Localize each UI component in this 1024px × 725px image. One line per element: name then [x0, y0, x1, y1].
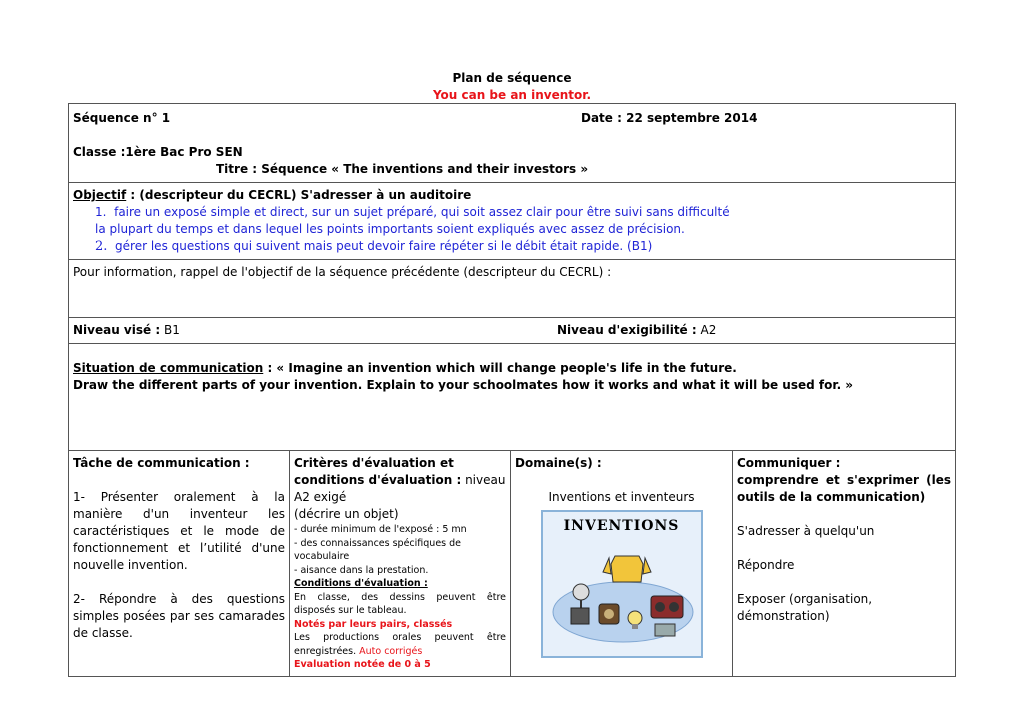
- criteres-sub: (décrire un objet): [294, 507, 399, 521]
- tache-item1: 1- Présenter oralement à la manière d'un inventeur les caractéristiques et le mode de fonctionnement et l’utilité d'une nouvelle invention.: [73, 490, 285, 572]
- criteres-productions: Les productions orales peuvent être enregistrées.: [294, 632, 506, 657]
- tache-item2: 2- Répondre à des questions simples posées par ses camarades de classe.: [73, 592, 285, 640]
- objectif-item1-number: 1.: [95, 205, 107, 219]
- niveau-row: [69, 318, 956, 344]
- domaine-value: Inventions et inventeurs: [548, 490, 695, 504]
- sequence-date: Date : 22 septembre 2014: [581, 111, 758, 125]
- criteres-level: niveau A2 exigé: [294, 473, 506, 504]
- niveau-exigibilite-label: Niveau d'exigibilité :: [557, 323, 697, 337]
- sequence-header-row: [69, 104, 956, 183]
- info-text: Pour information, rappel de l'objectif de la séquence précédente (descripteur du CECRL) :: [73, 265, 612, 279]
- page-subtitle: You can be an inventor.: [432, 88, 592, 102]
- criteres-heading: Critères d'évaluation et conditions d'évaluation :: [294, 456, 462, 487]
- objectif-item1-a: faire un exposé simple et direct, sur un sujet préparé, qui soit assez clair pour être suivi sans difficulté: [114, 205, 730, 219]
- page-title: Plan de séquence: [452, 71, 572, 85]
- sequence-number: Séquence n° 1: [73, 111, 171, 125]
- situation-label: Situation de communication: [73, 361, 264, 375]
- inventions-image-label: INVENTIONS: [563, 518, 680, 534]
- niveau-vise-label: Niveau visé :: [73, 323, 161, 337]
- criteres-bullet-2: - des connaissances spécifiques de vocabulaire: [294, 537, 462, 562]
- objectif-item2: gérer les questions qui suivent mais peut devoir faire répéter si le débit était rapide. (B1): [115, 239, 653, 253]
- criteres-auto: Auto corrigés: [356, 645, 423, 657]
- communiquer-heading: Communiquer :: [737, 456, 841, 470]
- inventions-illustration: [541, 510, 703, 658]
- criteres-condition-1: En classe, des dessins peuvent être disposés sur le tableau.: [294, 591, 506, 616]
- criteres-conditions-label: Conditions d'évaluation :: [294, 578, 428, 589]
- tache-heading: Tâche de communication :: [73, 456, 250, 470]
- objectif-text: : (descripteur du CECRL) S'adresser à un auditoire: [126, 188, 472, 202]
- inventions-clipart-icon: [543, 512, 701, 656]
- niveau-exigibilite-value: A2: [696, 323, 717, 337]
- sequence-plan-table: [68, 103, 956, 677]
- criteres-evaluation: Evaluation notée de 0 à 5: [294, 659, 431, 670]
- situation-line1: : « Imagine an invention which will change people's life in the future.: [263, 361, 737, 375]
- info-row: [69, 260, 956, 318]
- niveau-vise-value: B1: [160, 323, 180, 337]
- criteres-bullet-1: - durée minimum de l'exposé : 5 mn: [294, 524, 467, 535]
- communiquer-item-3: Exposer (organisation, démonstration): [737, 592, 873, 623]
- objectif-row: [69, 183, 956, 260]
- objectif-item1-b: la plupart du temps et dans lequel les points importants soient expliqués avec assez de précision.: [95, 222, 685, 236]
- sequence-classe: Classe :1ère Bac Pro SEN: [73, 145, 243, 159]
- criteres-noted: Notés par leurs pairs, classés: [294, 618, 453, 630]
- objectif-label: Objectif: [73, 188, 127, 202]
- communiquer-item-2: Répondre: [737, 558, 795, 572]
- communiquer-item-1: S'adresser à quelqu'un: [737, 524, 875, 538]
- task-row: [69, 451, 956, 677]
- criteres-bullet-3: - aisance dans la prestation.: [294, 564, 429, 576]
- situation-row: [69, 344, 956, 451]
- sequence-titre: Titre : Séquence « The inventions and their investors »: [216, 162, 589, 176]
- objectif-item2-number: 2.: [95, 239, 108, 254]
- situation-line2: Draw the different parts of your invention. Explain to your schoolmates how it works and what it will be used for. »: [73, 378, 854, 392]
- communiquer-sub: comprendre et s'exprimer (les outils de la communication): [737, 473, 952, 504]
- domaine-heading: Domaine(s) :: [515, 456, 602, 470]
